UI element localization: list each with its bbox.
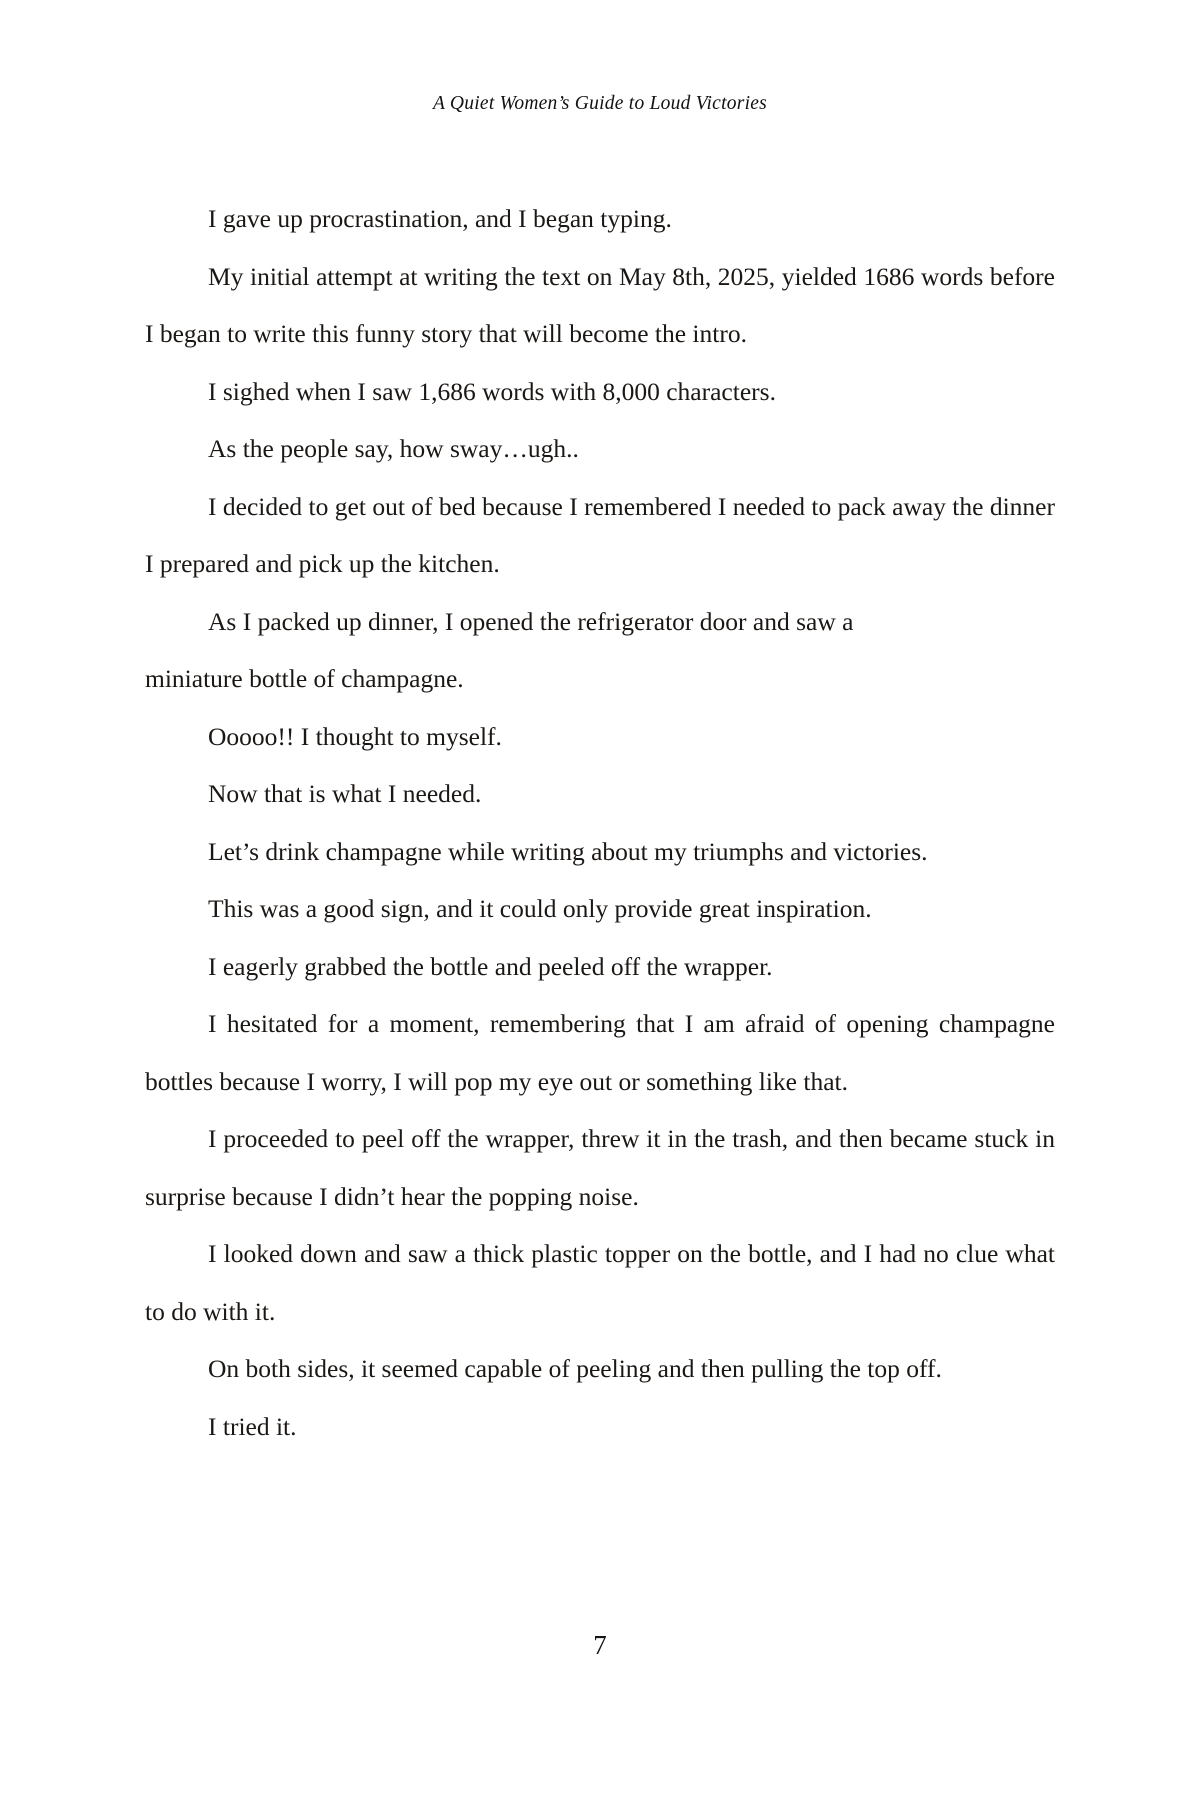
paragraph: I tried it. (208, 1411, 297, 1441)
paragraph: miniature bottle of champagne. (145, 664, 464, 693)
paragraph: Now that is what I needed. (208, 779, 482, 808)
paragraph: Ooooo!! I thought to myself. (208, 721, 502, 751)
body-text-block (145, 190, 1055, 1455)
paragraph: On both sides, it seemed capable of peeling and then pulling the top off. (208, 1354, 942, 1383)
paragraph: Let’s drink champagne while writing about my triumphs and victories. (208, 836, 928, 866)
paragraph: I decided to get out of bed because I remembered I needed to pack away the dinner I prepared and pick up the kitchen. (145, 491, 1055, 578)
running-head: A Quiet Women’s Guide to Loud Victories (432, 93, 767, 114)
paragraph: I proceeded to peel off the wrapper, threw it in the trash, and then became stuck in surprise because I didn’t hear the popping noise. (145, 1124, 1055, 1211)
page-number: 7 (593, 1630, 607, 1660)
paragraph: My initial attempt at writing the text on May 8th, 2025, yielded 1686 words before I began to write this funny story that will become the intro. (145, 261, 1055, 348)
paragraph: I looked down and saw a thick plastic topper on the bottle, and I had no clue what to do with it. (145, 1239, 1055, 1326)
paragraph: I hesitated for a moment, remembering that I am afraid of opening champagne bottles because I worry, I will pop my eye out or something like that. (145, 1009, 1055, 1096)
paragraph: As I packed up dinner, I opened the refrigerator door and saw a (208, 606, 854, 636)
paragraph: I eagerly grabbed the bottle and peeled off the wrapper. (208, 951, 773, 981)
paragraph: This was a good sign, and it could only provide great inspiration. (208, 894, 872, 923)
paragraph: I sighed when I saw 1,686 words with 8,000 characters. (208, 376, 776, 406)
paragraph: I gave up procrastination, and I began typing. (208, 204, 672, 233)
paragraph: As the people say, how sway…ugh.. (208, 434, 579, 463)
